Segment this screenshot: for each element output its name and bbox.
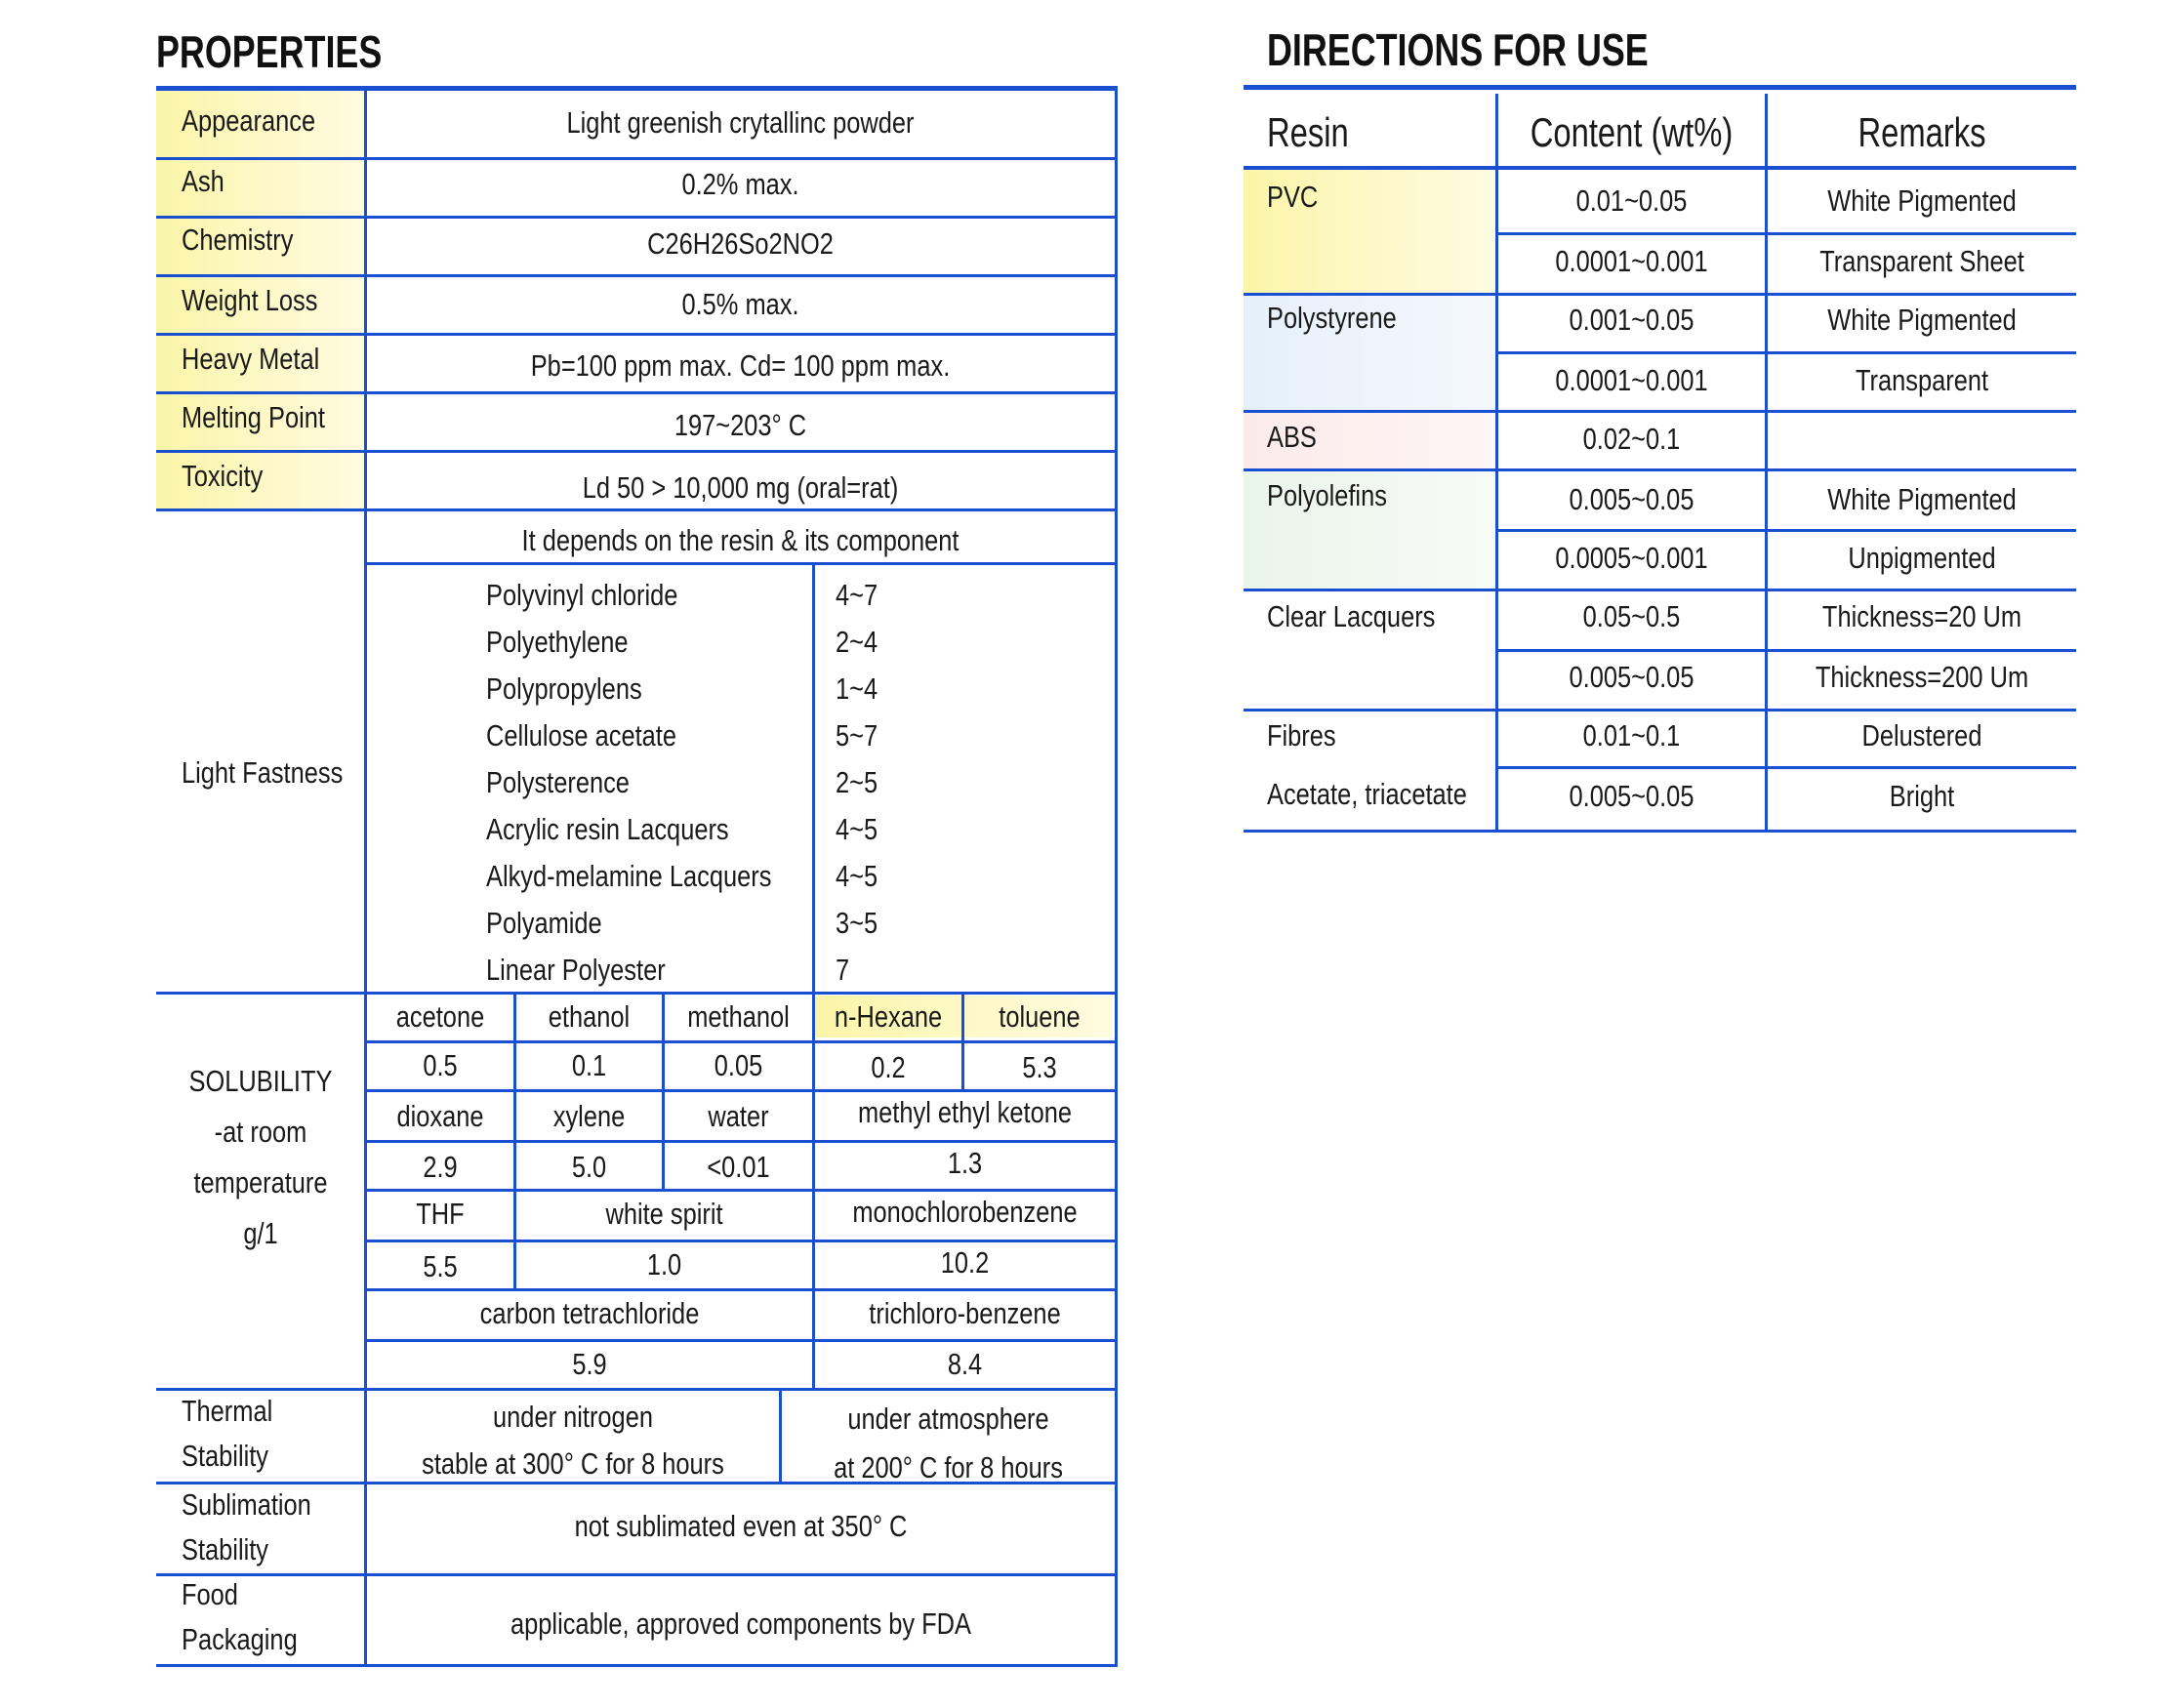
thermal-nitrogen: under nitrogen bbox=[493, 1400, 653, 1434]
row-rule bbox=[156, 1664, 1118, 1667]
row-rule bbox=[366, 1240, 1118, 1242]
sublimation-label: Stability bbox=[182, 1532, 269, 1566]
fastness-value: 2~5 bbox=[836, 765, 878, 799]
solvent-value: 0.2 bbox=[871, 1050, 906, 1084]
resin-name: PVC bbox=[1267, 180, 1319, 214]
row-rule bbox=[366, 1089, 1118, 1092]
row-rule bbox=[366, 1288, 1118, 1291]
appearance-label: Appearance bbox=[182, 103, 316, 138]
toxicity-value: Ld 50 > 10,000 mg (oral=rat) bbox=[582, 470, 899, 505]
row-rule bbox=[1498, 529, 2076, 532]
row-rule bbox=[1244, 410, 2076, 413]
row-rule bbox=[156, 333, 1118, 336]
fastness-value: 4~5 bbox=[836, 859, 878, 893]
col-rule bbox=[812, 992, 815, 1388]
heavy-metal-value: Pb=100 ppm max. Cd= 100 ppm max. bbox=[530, 348, 951, 383]
content-value: 0.0001~0.001 bbox=[1555, 244, 1708, 278]
appearance-value: Light greenish crytallinc powder bbox=[566, 105, 915, 140]
row-rule bbox=[1244, 468, 2076, 471]
fastness-value: 7 bbox=[836, 953, 850, 987]
content-value: 0.001~0.05 bbox=[1569, 303, 1694, 337]
resin-name: Fibres bbox=[1267, 718, 1336, 752]
solvent-name: methyl ethyl ketone bbox=[857, 1095, 1073, 1129]
col-rule bbox=[779, 1388, 782, 1482]
solubility-label: temperature bbox=[193, 1165, 328, 1200]
fastness-material: Polyvinyl chloride bbox=[486, 578, 678, 612]
thermal-nitrogen: stable at 300° C for 8 hours bbox=[422, 1446, 724, 1481]
solvent-name: toluene bbox=[999, 999, 1081, 1034]
content-value: 0.0001~0.001 bbox=[1555, 363, 1708, 397]
fastness-material: Alkyd-melamine Lacquers bbox=[486, 859, 772, 893]
row-rule bbox=[366, 1339, 1118, 1342]
solvent-value: 1.0 bbox=[646, 1247, 682, 1281]
solvent-value: 8.4 bbox=[947, 1347, 983, 1381]
solvent-value: 0.5 bbox=[423, 1048, 458, 1082]
row-rule bbox=[1498, 232, 2076, 235]
light-fastness-label: Light Fastness bbox=[182, 755, 344, 790]
light-fastness-note: It depends on the resin & its component bbox=[521, 523, 960, 557]
solvent-value: 5.9 bbox=[572, 1347, 607, 1381]
thermal-atmosphere: at 200° C for 8 hours bbox=[834, 1450, 1063, 1484]
row-rule bbox=[366, 1040, 1118, 1043]
sublimation-label: Sublimation bbox=[182, 1487, 311, 1522]
remark-value: Bright bbox=[1889, 779, 1955, 813]
fastness-value: 2~4 bbox=[836, 625, 878, 659]
solvent-name: trichloro-benzene bbox=[869, 1296, 1061, 1330]
remark-value: Transparent bbox=[1855, 363, 1989, 397]
solvent-name: n-Hexane bbox=[834, 999, 943, 1034]
content-value: 0.0005~0.001 bbox=[1555, 541, 1708, 575]
row-rule bbox=[366, 1140, 1118, 1143]
content-value: 0.01~0.05 bbox=[1575, 183, 1688, 218]
melting-point-label: Melting Point bbox=[182, 400, 325, 434]
row-rule bbox=[156, 157, 1118, 160]
solvent-value: 5.3 bbox=[1022, 1050, 1057, 1084]
solvent-name: monochlorobenzene bbox=[852, 1195, 1078, 1229]
melting-point-value: 197~203° C bbox=[674, 408, 807, 442]
fastness-material: Polyethylene bbox=[486, 625, 629, 659]
ash-label: Ash bbox=[182, 164, 225, 198]
row-rule bbox=[1498, 766, 2076, 769]
content-value: 0.01~0.1 bbox=[1582, 718, 1681, 752]
solubility-label: -at room bbox=[214, 1115, 307, 1149]
solvent-value: 2.9 bbox=[423, 1150, 458, 1184]
col-rule bbox=[1495, 94, 1498, 833]
solvent-value: 10.2 bbox=[940, 1245, 990, 1280]
remark-value: White Pigmented bbox=[1827, 303, 2017, 337]
solubility-label: SOLUBILITY bbox=[188, 1064, 333, 1098]
remark-value: White Pigmented bbox=[1827, 183, 2017, 218]
food-label: Food bbox=[182, 1577, 238, 1611]
col-rule bbox=[513, 992, 516, 1288]
food-label: Packaging bbox=[182, 1622, 298, 1656]
heavy-metal-label: Heavy Metal bbox=[182, 342, 320, 376]
col-rule bbox=[1765, 94, 1768, 833]
col-rule bbox=[812, 564, 815, 994]
content-value: 0.005~0.05 bbox=[1569, 482, 1694, 516]
thermal-label: Stability bbox=[182, 1439, 269, 1473]
row-rule bbox=[366, 562, 1118, 565]
header-resin: Resin bbox=[1267, 109, 1349, 155]
directions-heading: DIRECTIONS FOR USE bbox=[1267, 24, 1649, 75]
remark-value: Thickness=20 Um bbox=[1821, 599, 2022, 633]
resin-name: ABS bbox=[1267, 420, 1317, 454]
solvent-name: acetone bbox=[395, 999, 485, 1034]
remark-value: Transparent Sheet bbox=[1819, 244, 2024, 278]
solvent-name: ethanol bbox=[548, 999, 631, 1034]
properties-heading: PROPERTIES bbox=[156, 26, 383, 77]
fastness-material: Polypropylens bbox=[486, 671, 642, 706]
row-rule bbox=[156, 1573, 1118, 1576]
ash-value: 0.2% max. bbox=[681, 167, 799, 201]
resin-name: Polystyrene bbox=[1267, 301, 1397, 335]
toxicity-label: Toxicity bbox=[182, 459, 264, 493]
sublimation-value: not sublimated even at 350° C bbox=[574, 1509, 908, 1543]
solvent-name: carbon tetrachloride bbox=[479, 1296, 700, 1330]
header-content: Content (wt%) bbox=[1530, 109, 1734, 155]
solvent-name: white spirit bbox=[605, 1197, 723, 1231]
row-rule bbox=[1244, 830, 2076, 833]
fastness-value: 4~7 bbox=[836, 578, 878, 612]
content-value: 0.005~0.05 bbox=[1569, 660, 1694, 694]
row-rule bbox=[156, 1388, 1118, 1391]
remark-value: Delustered bbox=[1861, 718, 1982, 752]
fastness-value: 3~5 bbox=[836, 906, 878, 940]
col-rule bbox=[364, 91, 367, 1667]
col-rule bbox=[662, 992, 665, 1189]
row-rule bbox=[156, 274, 1118, 277]
fastness-material: Polyamide bbox=[486, 906, 602, 940]
fastness-value: 4~5 bbox=[836, 812, 878, 846]
row-rule bbox=[1244, 709, 2076, 712]
remark-value: White Pigmented bbox=[1827, 482, 2017, 516]
solubility-label: g/1 bbox=[243, 1216, 278, 1250]
row-rule bbox=[1244, 166, 2076, 170]
solvent-value: 1.3 bbox=[947, 1146, 983, 1180]
row-rule bbox=[156, 992, 1118, 995]
thermal-atmosphere: under atmosphere bbox=[847, 1402, 1049, 1436]
solvent-value: 0.1 bbox=[571, 1048, 607, 1082]
food-value: applicable, approved components by FDA bbox=[510, 1606, 971, 1641]
thermal-label: Thermal bbox=[182, 1394, 273, 1428]
fastness-material: Polysterence bbox=[486, 765, 630, 799]
remark-value: Unpigmented bbox=[1848, 541, 1996, 575]
row-rule bbox=[1244, 293, 2076, 296]
resin-name: Acetate, triacetate bbox=[1267, 777, 1467, 811]
header-remarks: Remarks bbox=[1858, 109, 1986, 155]
solvent-name: water bbox=[708, 1099, 769, 1133]
solvent-value: <0.01 bbox=[707, 1150, 770, 1184]
solvent-name: dioxane bbox=[396, 1099, 484, 1133]
solvent-name: methanol bbox=[687, 999, 790, 1034]
weight-loss-value: 0.5% max. bbox=[681, 287, 799, 321]
resin-name: Polyolefins bbox=[1267, 478, 1387, 512]
col-rule bbox=[1115, 91, 1118, 1667]
directions-top-rule bbox=[1244, 85, 2076, 90]
solvent-value: 5.5 bbox=[423, 1249, 458, 1283]
row-rule bbox=[1498, 649, 2076, 652]
solvent-value: 0.05 bbox=[714, 1048, 763, 1082]
row-rule bbox=[156, 391, 1118, 394]
fastness-value: 5~7 bbox=[836, 718, 878, 752]
chemistry-value: C26H26So2NO2 bbox=[647, 226, 834, 261]
solvent-name: xylene bbox=[552, 1099, 626, 1133]
weight-loss-label: Weight Loss bbox=[182, 283, 318, 317]
content-value: 0.05~0.5 bbox=[1582, 599, 1681, 633]
remark-value: Thickness=200 Um bbox=[1815, 660, 2029, 694]
row-rule bbox=[366, 1189, 1118, 1192]
content-value: 0.005~0.05 bbox=[1569, 779, 1694, 813]
solvent-name: THF bbox=[416, 1197, 465, 1231]
row-rule bbox=[1498, 351, 2076, 354]
row-rule bbox=[156, 450, 1118, 453]
resin-name: Clear Lacquers bbox=[1267, 599, 1436, 633]
content-value: 0.02~0.1 bbox=[1582, 422, 1681, 456]
row-rule bbox=[1244, 589, 2076, 591]
row-rule bbox=[156, 508, 1118, 511]
chemistry-label: Chemistry bbox=[182, 223, 294, 257]
solvent-value: 5.0 bbox=[571, 1150, 607, 1184]
fastness-material: Linear Polyester bbox=[486, 953, 666, 987]
row-rule bbox=[156, 216, 1118, 219]
col-rule bbox=[961, 992, 964, 1091]
fastness-material: Cellulose acetate bbox=[486, 718, 677, 752]
fastness-material: Acrylic resin Lacquers bbox=[486, 812, 729, 846]
fastness-value: 1~4 bbox=[836, 671, 878, 706]
